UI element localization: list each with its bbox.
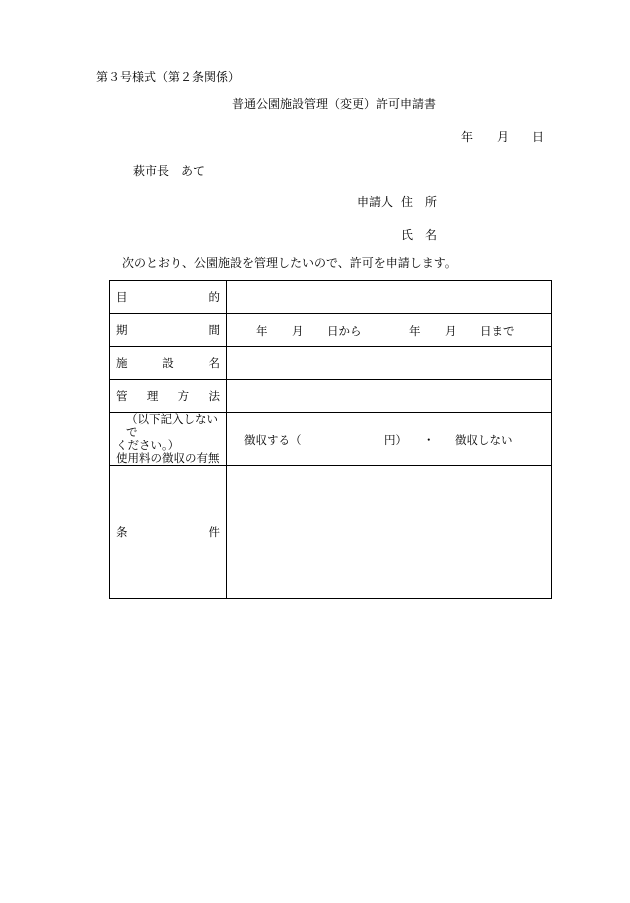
method-label-char: 理 <box>146 389 159 403</box>
conditions-label-char: 条 <box>116 525 128 539</box>
row-facility <box>110 347 552 380</box>
application-table <box>109 280 552 599</box>
method-label-char: 管 <box>116 389 128 403</box>
period-label-char: 間 <box>208 323 220 337</box>
fee-label-cell <box>110 413 227 466</box>
method-label-char: 方 <box>177 389 190 403</box>
conditions-label-char: 件 <box>208 525 220 539</box>
form-title: 普通公園施設管理（変更）許可申請書 <box>232 97 437 111</box>
purpose-label-cell <box>110 281 227 314</box>
row-conditions <box>110 466 552 599</box>
fee-value-cell[interactable] <box>227 413 552 466</box>
method-value-cell[interactable] <box>227 380 552 413</box>
period-label-cell <box>110 314 227 347</box>
row-period <box>110 314 552 347</box>
addressee: 萩市長 あて <box>133 164 206 178</box>
method-label-char: 法 <box>208 389 220 403</box>
address-label: 住 所 <box>401 195 438 209</box>
period-value-cell[interactable] <box>227 314 552 347</box>
row-purpose <box>110 281 552 314</box>
purpose-label-char: 的 <box>208 290 220 304</box>
facility-value-cell[interactable] <box>227 347 552 380</box>
facility-label-char: 名 <box>208 356 220 370</box>
facility-label-cell <box>110 347 227 380</box>
form-number: 第３号様式（第２条関係） <box>96 70 241 84</box>
period-from-day: 日から <box>327 324 362 338</box>
fee-separator-dot: ・ <box>423 433 435 447</box>
row-method <box>110 380 552 413</box>
conditions-value-cell[interactable] <box>227 466 552 599</box>
date-day-label: 日 <box>532 130 545 144</box>
facility-label-char: 設 <box>162 356 174 370</box>
fee-note-line: ください。） <box>116 438 180 452</box>
purpose-value-cell[interactable] <box>227 281 552 314</box>
facility-label-char: 施 <box>116 356 128 370</box>
date-month-label: 月 <box>497 130 510 144</box>
period-from-year: 年 <box>256 324 268 338</box>
fee-note-line: （以下記入しないで <box>126 412 218 439</box>
row-fee <box>110 413 552 466</box>
method-label-cell <box>110 380 227 413</box>
name-label: 氏 名 <box>401 228 438 242</box>
conditions-label-cell <box>110 466 227 599</box>
fee-note-line: 使用料の徴収の有無 <box>116 451 220 465</box>
date-year-label: 年 <box>461 130 474 144</box>
fee-no-collect-option[interactable]: 徴収しない <box>455 433 513 447</box>
intro-sentence: 次のとおり、公園施設を管理したいので、許可を申請します。 <box>122 256 457 270</box>
period-to-year: 年 <box>409 324 421 338</box>
fee-collect-option[interactable]: 徴収する（ <box>244 433 302 447</box>
purpose-label-char: 目 <box>116 290 128 304</box>
period-label-char: 期 <box>116 323 128 337</box>
period-to-day: 日まで <box>480 324 515 338</box>
fee-yen-label: 円） <box>384 433 407 447</box>
applicant-label: 申請人 <box>357 195 394 209</box>
period-from-month: 月 <box>292 324 304 338</box>
period-to-month: 月 <box>445 324 457 338</box>
